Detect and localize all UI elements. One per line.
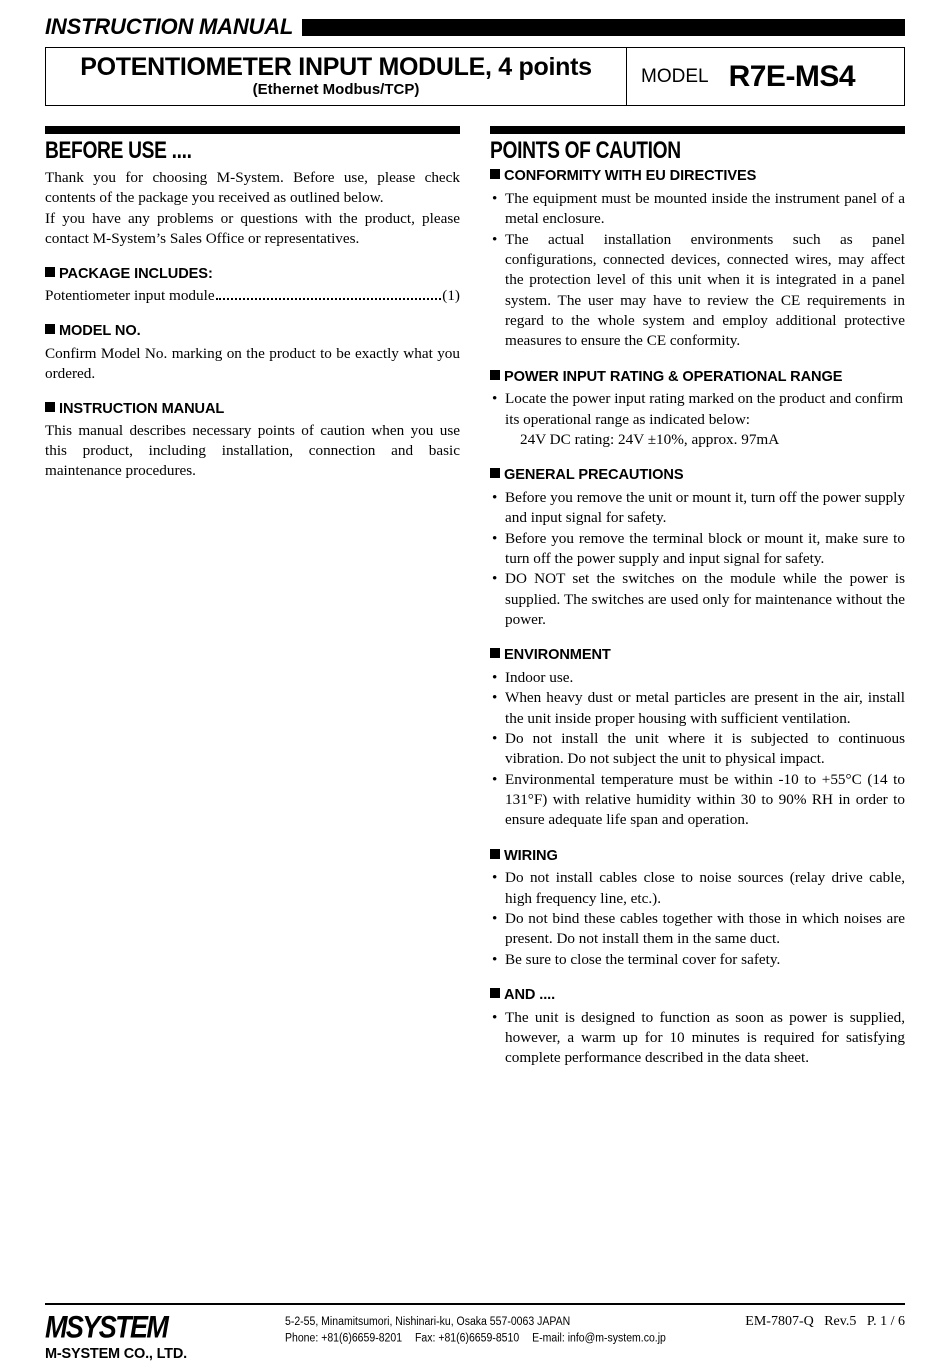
instruction-manual-body: This manual describes necessary points of caution when you use this product, including installation, connection and basic maintenance procedures. bbox=[45, 422, 460, 480]
bullet-text: Before you remove the terminal block or mount it, make sure to turn off the power supply and input signal for safety. bbox=[505, 529, 905, 567]
company-logo bbox=[45, 1309, 285, 1362]
list-item bbox=[490, 770, 905, 831]
list-item bbox=[490, 230, 905, 352]
bullet-text: Do not install the unit where it is subjected to continuous vibration. Do not subject the unit to physical impact. bbox=[505, 729, 905, 768]
company-name: M-SYSTEM CO., LTD. bbox=[45, 1345, 187, 1362]
dotted-leader bbox=[216, 297, 442, 300]
square-bullet-icon bbox=[490, 169, 500, 179]
phone-number: Phone: +81(6)6659-8201 bbox=[285, 1331, 403, 1345]
masthead-title: INSTRUCTION MANUAL bbox=[45, 14, 294, 39]
environment-label: ENVIRONMENT bbox=[504, 647, 611, 664]
bullet-text: The equipment must be mounted inside the instrument panel of a metal enclosure. bbox=[505, 189, 905, 228]
list-item bbox=[490, 868, 905, 909]
contact-line bbox=[285, 1330, 745, 1347]
list-item bbox=[490, 488, 905, 529]
package-includes-heading bbox=[45, 266, 460, 284]
round-bullet-icon: • bbox=[492, 189, 498, 207]
package-item-name: Potentiometer input module bbox=[45, 287, 215, 305]
general-precautions-heading bbox=[490, 467, 905, 485]
round-bullet-icon: • bbox=[492, 909, 498, 927]
bullet-text: DO NOT set the switches on the module while the power is supplied. The switches are used only for maintenance without the power. bbox=[505, 570, 905, 628]
conformity-label: CONFORMITY WITH EU DIRECTIVES bbox=[504, 168, 757, 185]
bullet-text: Locate the power input rating marked on the product and confirm its operational range as indicated below: bbox=[505, 390, 904, 428]
round-bullet-icon: • bbox=[492, 570, 498, 588]
square-bullet-icon bbox=[490, 468, 500, 478]
list-item bbox=[490, 569, 905, 630]
round-bullet-icon: • bbox=[492, 230, 498, 248]
product-subtitle: (Ethernet Modbus/TCP) bbox=[252, 80, 420, 98]
general-precautions-label: GENERAL PRECAUTIONS bbox=[504, 467, 684, 484]
fax-number: Fax: +81(6)6659-8510 bbox=[414, 1331, 520, 1345]
address-line: 5-2-55, Minamitsumori, Nishinari-ku, Osaka 557-0063 JAPAN bbox=[285, 1314, 571, 1328]
bullet-text: Environmental temperature must be within -10 to +55°C (14 to 131°F) with relative humidity within 30 to 90% RH in order to ensure adequate life span and operation. bbox=[505, 770, 905, 829]
list-item bbox=[490, 909, 905, 950]
model-cell bbox=[627, 48, 904, 105]
left-section-rule bbox=[45, 126, 460, 134]
left-column bbox=[45, 126, 460, 1069]
power-input-rating-heading bbox=[490, 369, 905, 387]
round-bullet-icon: • bbox=[492, 770, 498, 788]
round-bullet-icon: • bbox=[492, 950, 498, 968]
page-footer bbox=[45, 1303, 905, 1361]
package-includes-label: PACKAGE INCLUDES: bbox=[59, 265, 213, 282]
round-bullet-icon: • bbox=[492, 488, 498, 506]
before-use-intro-1: Thank you for choosing M-System. Before use, please check contents of the package you received as outlined below. bbox=[45, 169, 460, 207]
content-columns bbox=[45, 126, 905, 1069]
before-use-heading: BEFORE USE .... bbox=[45, 137, 192, 164]
general-precautions-bullets bbox=[490, 488, 905, 631]
wiring-label: WIRING bbox=[504, 847, 558, 864]
instruction-manual-label: INSTRUCTION MANUAL bbox=[59, 400, 225, 417]
round-bullet-icon: • bbox=[492, 1008, 498, 1026]
bullet-text: Before you remove the unit or mount it, turn off the power supply and input signal for safety. bbox=[505, 488, 905, 527]
round-bullet-icon: • bbox=[492, 668, 498, 686]
list-item bbox=[490, 529, 905, 570]
model-label: MODEL bbox=[641, 65, 709, 87]
instruction-manual-heading bbox=[45, 401, 460, 419]
square-bullet-icon bbox=[490, 648, 500, 658]
bullet-text: Do not bind these cables together with those in which noises are present. Do not install them in the same duct. bbox=[505, 909, 905, 948]
conformity-bullets bbox=[490, 189, 905, 352]
model-no-body: Confirm Model No. marking on the product to be exactly what you ordered. bbox=[45, 344, 460, 382]
bullet-text: Indoor use. bbox=[505, 668, 574, 686]
square-bullet-icon bbox=[45, 324, 55, 334]
environment-heading bbox=[490, 647, 905, 665]
points-of-caution-heading: POINTS OF CAUTION bbox=[490, 137, 681, 164]
msystem-wordmark: MSYSTEM bbox=[45, 1309, 168, 1344]
before-use-intro-2: If you have any problems or questions with the product, please contact M-System’s Sales Office or representatives. bbox=[45, 209, 460, 247]
product-title-cell bbox=[46, 48, 627, 105]
round-bullet-icon: • bbox=[492, 729, 498, 747]
page-number: P. 1 / 6 bbox=[866, 1313, 905, 1329]
model-value: R7E-MS4 bbox=[728, 59, 856, 93]
power-input-bullets bbox=[490, 389, 905, 430]
round-bullet-icon: • bbox=[492, 689, 498, 707]
bullet-text: The actual installation environments such as panel configurations, connected devices, connected wires, may affect the protection level of this unit when it is integrated in a panel system. The user may have to review the CE requirements in regard to the whole system and employ additional protective measures to ensure the CE conformity. bbox=[505, 230, 905, 350]
masthead-black-bar bbox=[302, 19, 905, 36]
list-item bbox=[490, 729, 905, 770]
document-revision: Rev.5 bbox=[824, 1313, 857, 1329]
right-column bbox=[490, 126, 905, 1069]
bullet-text: The unit is designed to function as soon as power is supplied, however, a warm up for 10 minutes is required for satisfying complete performance described in the data sheet. bbox=[505, 1008, 905, 1067]
round-bullet-icon: • bbox=[492, 869, 498, 887]
power-rating-value: 24V DC rating: 24V ±10%, approx. 97mA bbox=[520, 430, 780, 448]
footer-content bbox=[45, 1305, 905, 1362]
email-address: E-mail: info@m-system.co.jp bbox=[532, 1331, 666, 1345]
square-bullet-icon bbox=[490, 988, 500, 998]
package-item-row bbox=[45, 286, 460, 306]
list-item bbox=[490, 688, 905, 729]
and-bullets bbox=[490, 1008, 905, 1069]
wiring-heading bbox=[490, 848, 905, 866]
square-bullet-icon bbox=[45, 402, 55, 412]
environment-bullets bbox=[490, 668, 905, 831]
list-item bbox=[490, 1008, 905, 1069]
round-bullet-icon: • bbox=[492, 529, 498, 547]
square-bullet-icon bbox=[490, 849, 500, 859]
masthead bbox=[45, 12, 905, 42]
square-bullet-icon bbox=[490, 370, 500, 380]
list-item bbox=[490, 189, 905, 230]
and-heading bbox=[490, 987, 905, 1005]
list-item bbox=[490, 389, 905, 430]
bullet-text: Be sure to close the terminal cover for safety. bbox=[505, 950, 781, 968]
product-title-box bbox=[45, 47, 905, 106]
company-address bbox=[285, 1312, 745, 1348]
right-section-rule bbox=[490, 126, 905, 134]
conformity-heading bbox=[490, 168, 905, 186]
document-reference bbox=[745, 1312, 905, 1330]
bullet-text: Do not install cables close to noise sources (relay drive cable, high frequency line, etc.). bbox=[505, 869, 905, 907]
square-bullet-icon bbox=[45, 267, 55, 277]
product-title: POTENTIOMETER INPUT MODULE, 4 points bbox=[80, 53, 592, 81]
round-bullet-icon: • bbox=[492, 390, 498, 408]
and-label: AND .... bbox=[504, 987, 556, 1004]
model-no-label: MODEL NO. bbox=[59, 323, 141, 340]
list-item bbox=[490, 668, 905, 688]
wiring-bullets bbox=[490, 868, 905, 970]
model-no-heading bbox=[45, 323, 460, 341]
power-input-rating-label: POWER INPUT RATING & OPERATIONAL RANGE bbox=[504, 368, 843, 385]
bullet-text: When heavy dust or metal particles are present in the air, install the unit inside proper housing with sufficient ventilation. bbox=[505, 689, 905, 727]
package-item-qty: (1) bbox=[442, 287, 460, 305]
list-item bbox=[490, 950, 905, 970]
document-number: EM-7807-Q bbox=[745, 1313, 814, 1329]
